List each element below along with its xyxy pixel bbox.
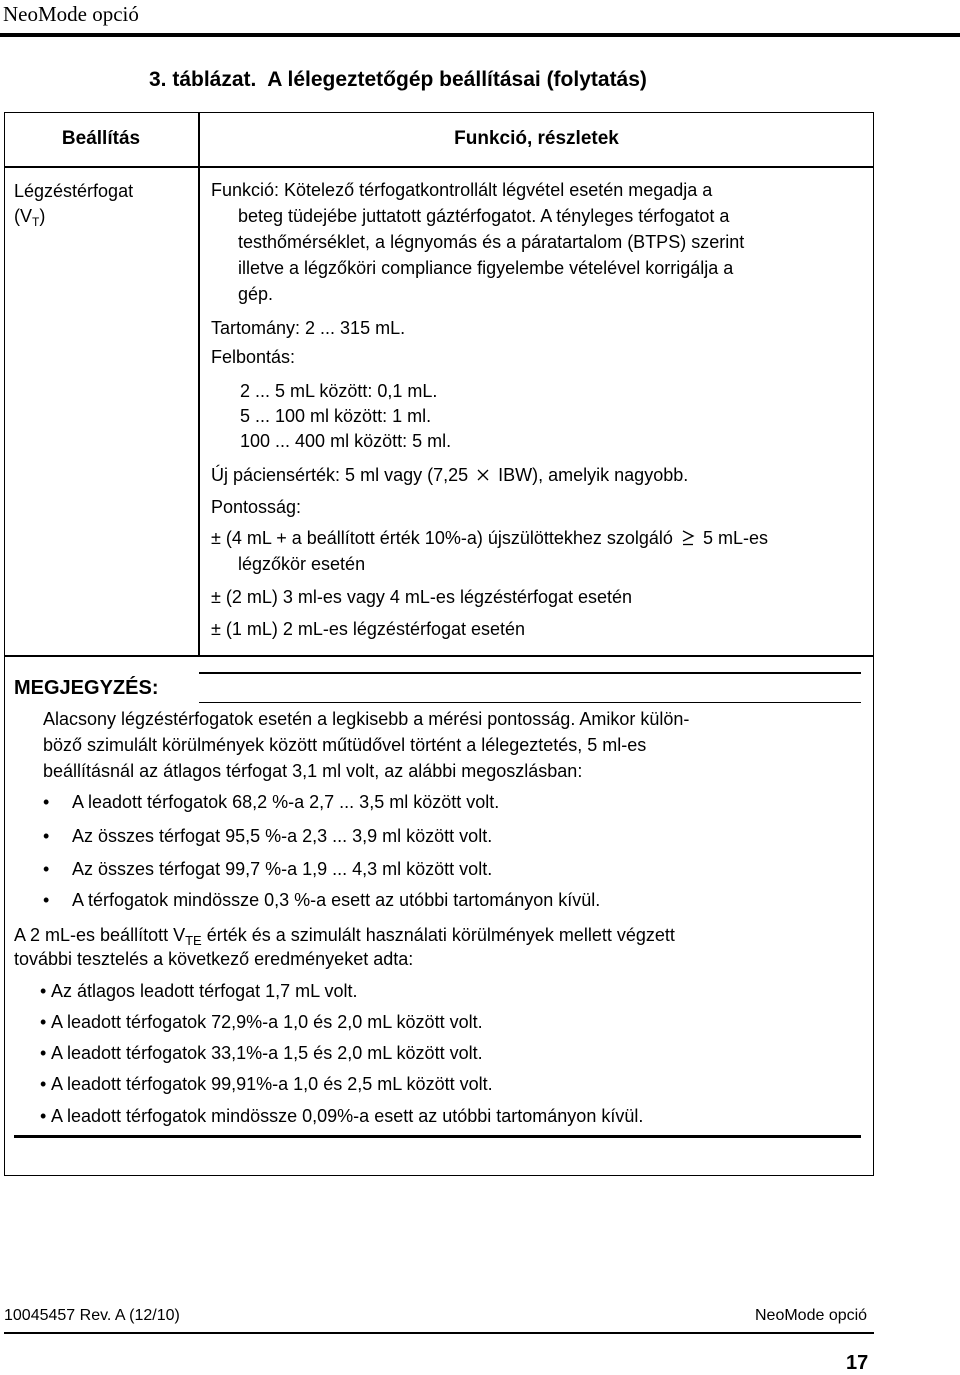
- note-bullet-item: A leadott térfogatok 72,9%-a 1,0 és 2,0 mL között volt.: [51, 1012, 483, 1032]
- bullet-icon: •: [40, 1106, 47, 1126]
- note-bullet-item: A leadott térfogatok 68,2 %-a 2,7 ... 3,5 ml között volt.: [72, 792, 500, 812]
- note-paragraph-line: beállításnál az átlagos térfogat 3,1 ml volt, az alábbi megoszlásban:: [43, 761, 583, 781]
- setting-name-line1: Légzéstérfogat: [14, 181, 134, 201]
- accuracy-line-2: ± (2 mL) 3 ml-es vagy 4 mL-es légzéstérfogat esetén: [211, 587, 633, 607]
- footer-doc-id: 10045457 Rev. A (12/10): [4, 1307, 180, 1324]
- footer-rule: [4, 1332, 874, 1334]
- function-line: illetve a légzőköri compliance figyelembe vételével korrigálja a: [238, 258, 734, 278]
- new-patient-text-a: Új páciensérték: 5 ml vagy (7,25: [211, 465, 469, 485]
- accuracy-line-1b: légzőkör esetén: [238, 554, 366, 574]
- accuracy-1-text-a: ± (4 mL + a beállított érték 10%-a) újszülöttekhez szolgáló: [211, 528, 673, 548]
- note-bullet-item: A leadott térfogatok 99,91%-a 1,0 és 2,5 mL között volt.: [51, 1074, 493, 1094]
- bullet-icon: •: [40, 1012, 47, 1032]
- note-rule-under: [199, 702, 861, 703]
- accuracy-line-1: [211, 525, 768, 551]
- function-line: testhőmérséklet, a légnyomás és a páratartalom (BTPS) szerint: [238, 232, 745, 252]
- bullet-icon: •: [40, 981, 47, 1001]
- note-bullet-item: Az összes térfogat 95,5 %-a 2,3 ... 3,9 ml között volt.: [72, 826, 493, 846]
- header-rule: [0, 33, 960, 37]
- note-bullet-item: Az összes térfogat 99,7 %-a 1,9 ... 4,3 ml között volt.: [72, 859, 493, 879]
- column-header-setting: Beállítás: [61, 128, 141, 149]
- bullet-icon: •: [43, 890, 50, 910]
- column-divider: [198, 112, 200, 655]
- table-title: 3. táblázat. A lélegeztetőgép beállításai (folytatás): [149, 68, 647, 91]
- note-bullet-item: A térfogatok mindössze 0,3 %-a esett az utóbbi tartományon kívül.: [72, 890, 601, 910]
- accuracy-line-3: ± (1 mL) 2 mL-es légzéstérfogat esetén: [211, 619, 526, 639]
- note-bullet-item: Az átlagos leadott térfogat 1,7 mL volt.: [51, 981, 358, 1001]
- note-label: MEGJEGYZÉS:: [14, 677, 159, 699]
- greater-equal-icon: [680, 529, 696, 547]
- header-row-divider: [4, 166, 874, 168]
- para2-text-b: érték és a szimulált használati körülmények mellett végzett: [201, 925, 675, 945]
- note-row-divider: [4, 655, 874, 657]
- bullet-icon: •: [43, 859, 50, 879]
- setting-name: [14, 179, 133, 235]
- note-bullet-item: A leadott térfogatok 33,1%-a 1,5 és 2,0 mL között volt.: [51, 1043, 483, 1063]
- note-paragraph-line: Alacsony légzéstérfogatok esetén a legkisebb a mérési pontosság. Amikor külön-: [43, 709, 690, 729]
- note-bullet-item: A leadott térfogatok mindössze 0,09%-a esett az utóbbi tartományon kívül.: [51, 1106, 644, 1126]
- setting-name-open: (V: [14, 206, 32, 226]
- new-patient-value: [211, 462, 688, 488]
- note-paragraph-2-line2: további tesztelés a következő eredményeket adta:: [14, 949, 414, 969]
- times-icon: [476, 468, 490, 482]
- function-line: Funkció: Kötelező térfogatkontrollált légvétel esetén megadja a: [211, 180, 713, 200]
- bullet-icon: •: [40, 1043, 47, 1063]
- setting-name-sub: T: [32, 215, 40, 229]
- para2-sub: TE: [185, 933, 202, 948]
- range-text: Tartomány: 2 ... 315 mL.: [211, 318, 406, 338]
- note-paragraph-line: böző szimulált körülmények között műtüdővel történt a lélegeztetés, 5 ml-es: [43, 735, 647, 755]
- page-number: 17: [846, 1352, 869, 1374]
- bullet-icon: •: [43, 826, 50, 846]
- function-line: gép.: [238, 284, 274, 304]
- column-header-function: Funkció, részletek: [454, 128, 619, 149]
- footer-product: NeoMode opció: [755, 1307, 868, 1324]
- note-rule-bottom: [14, 1135, 861, 1138]
- accuracy-1-text-b: 5 mL-es: [702, 528, 769, 548]
- para2-text-a: A 2 mL-es beállított V: [14, 925, 186, 945]
- bullet-icon: •: [43, 792, 50, 812]
- resolution-item: 5 ... 100 ml között: 1 ml.: [240, 406, 432, 426]
- function-line: beteg tüdejébe juttatott gáztérfogatot. A tényleges térfogatot a: [238, 206, 730, 226]
- accuracy-label: Pontosság:: [211, 497, 302, 517]
- setting-name-close: ): [39, 206, 46, 226]
- note-rule-top: [199, 672, 861, 674]
- resolution-label: Felbontás:: [211, 347, 296, 367]
- resolution-item: 2 ... 5 mL között: 0,1 mL.: [240, 381, 438, 401]
- resolution-item: 100 ... 400 ml között: 5 ml.: [240, 431, 452, 451]
- new-patient-text-b: IBW), amelyik nagyobb.: [498, 465, 689, 485]
- running-header: NeoMode opció: [3, 2, 139, 26]
- bullet-icon: •: [40, 1074, 47, 1094]
